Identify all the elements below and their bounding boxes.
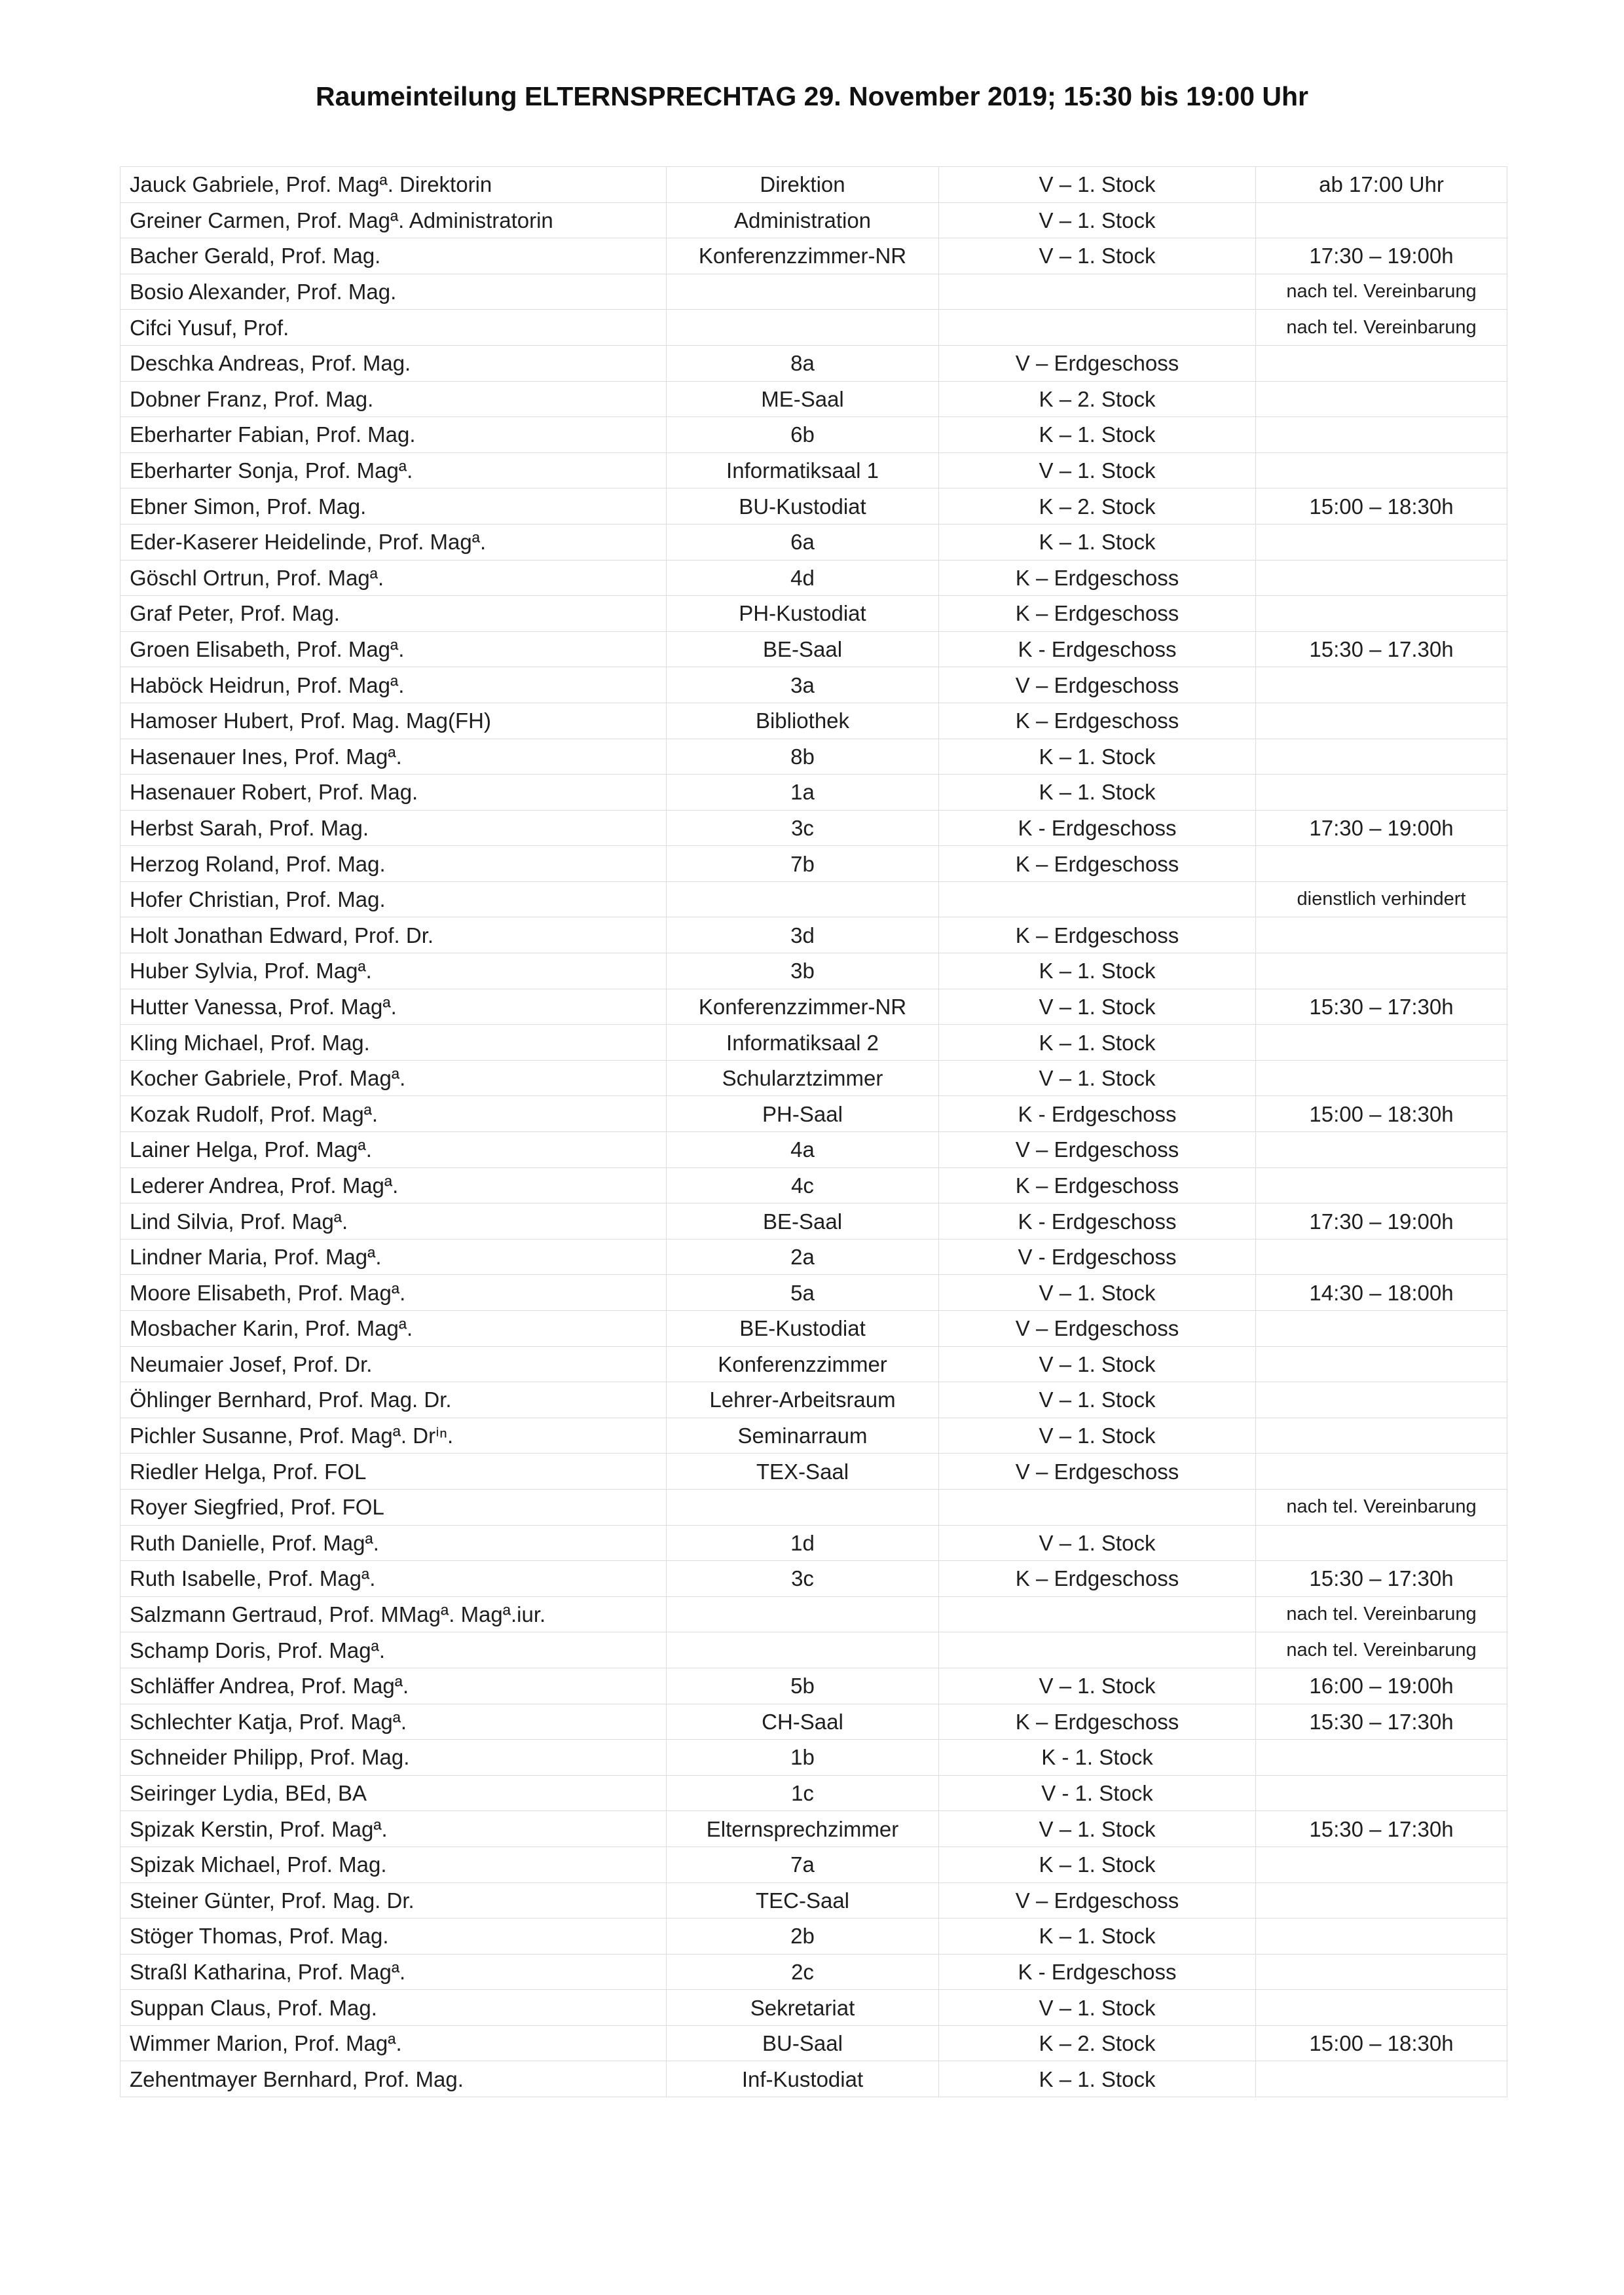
teacher-name-cell: Hasenauer Ines, Prof. Magª. xyxy=(120,739,667,775)
table-row xyxy=(120,417,1507,453)
teacher-name-cell: Cifci Yusuf, Prof. xyxy=(120,310,667,346)
teacher-name-cell: Pichler Susanne, Prof. Magª. Drⁱⁿ. xyxy=(120,1418,667,1454)
teacher-name-cell: Bosio Alexander, Prof. Mag. xyxy=(120,274,667,310)
floor-cell: K - 1. Stock xyxy=(939,1740,1256,1776)
time-cell xyxy=(1256,452,1507,488)
floor-cell: K – 2. Stock xyxy=(939,2025,1256,2061)
time-cell: 15:30 – 17:30h xyxy=(1256,1811,1507,1847)
teacher-name-cell: Mosbacher Karin, Prof. Magª. xyxy=(120,1311,667,1347)
teacher-name-cell: Kozak Rudolf, Prof. Magª. xyxy=(120,1096,667,1132)
floor-cell: K – 2. Stock xyxy=(939,381,1256,417)
room-cell: 3c xyxy=(667,1561,939,1597)
floor-cell xyxy=(939,881,1256,917)
room-cell: Lehrer-Arbeitsraum xyxy=(667,1382,939,1418)
floor-cell: V – Erdgeschoss xyxy=(939,667,1256,703)
floor-cell: V – 1. Stock xyxy=(939,1990,1256,2026)
time-cell xyxy=(1256,1740,1507,1776)
time-cell xyxy=(1256,2061,1507,2097)
time-cell xyxy=(1256,1954,1507,1990)
table-row xyxy=(120,667,1507,703)
room-cell xyxy=(667,881,939,917)
room-cell: 4a xyxy=(667,1132,939,1168)
table-row xyxy=(120,1775,1507,1811)
room-cell: Administration xyxy=(667,202,939,238)
time-cell xyxy=(1256,953,1507,989)
time-cell: 15:30 – 17:30h xyxy=(1256,1704,1507,1740)
time-cell: 17:30 – 19:00h xyxy=(1256,238,1507,274)
table-row xyxy=(120,953,1507,989)
time-cell xyxy=(1256,596,1507,632)
teacher-name-cell: Salzmann Gertraud, Prof. MMagª. Magª.iur. xyxy=(120,1596,667,1632)
teacher-name-cell: Straßl Katharina, Prof. Magª. xyxy=(120,1954,667,1990)
floor-cell: V – Erdgeschoss xyxy=(939,345,1256,381)
teacher-name-cell: Göschl Ortrun, Prof. Magª. xyxy=(120,560,667,596)
time-cell xyxy=(1256,1919,1507,1955)
floor-cell: K – Erdgeschoss xyxy=(939,917,1256,953)
floor-cell: V – 1. Stock xyxy=(939,238,1256,274)
floor-cell: V – 1. Stock xyxy=(939,1060,1256,1096)
floor-cell: V - Erdgeschoss xyxy=(939,1239,1256,1275)
floor-cell: V – Erdgeschoss xyxy=(939,1454,1256,1490)
teacher-name-cell: Neumaier Josef, Prof. Dr. xyxy=(120,1346,667,1382)
time-cell xyxy=(1256,524,1507,560)
room-cell: 3b xyxy=(667,953,939,989)
room-cell: 4c xyxy=(667,1167,939,1203)
room-cell: Konferenzzimmer-NR xyxy=(667,238,939,274)
time-cell xyxy=(1256,202,1507,238)
room-cell: 1c xyxy=(667,1775,939,1811)
floor-cell: K – 1. Stock xyxy=(939,524,1256,560)
table-row xyxy=(120,1203,1507,1239)
table-row xyxy=(120,881,1507,917)
room-cell: 5b xyxy=(667,1668,939,1704)
floor-cell: K – 1. Stock xyxy=(939,1025,1256,1061)
teacher-name-cell: Öhlinger Bernhard, Prof. Mag. Dr. xyxy=(120,1382,667,1418)
teacher-name-cell: Ruth Isabelle, Prof. Magª. xyxy=(120,1561,667,1597)
table-row xyxy=(120,452,1507,488)
time-cell: 15:30 – 17.30h xyxy=(1256,631,1507,667)
room-cell: Bibliothek xyxy=(667,703,939,739)
table-row xyxy=(120,989,1507,1025)
room-cell: 2c xyxy=(667,1954,939,1990)
teacher-name-cell: Royer Siegfried, Prof. FOL xyxy=(120,1489,667,1525)
room-cell xyxy=(667,1632,939,1668)
teacher-name-cell: Hutter Vanessa, Prof. Magª. xyxy=(120,989,667,1025)
floor-cell: V – 1. Stock xyxy=(939,989,1256,1025)
teacher-name-cell: Riedler Helga, Prof. FOL xyxy=(120,1454,667,1490)
table-row xyxy=(120,846,1507,882)
time-cell xyxy=(1256,1239,1507,1275)
floor-cell: K – Erdgeschoss xyxy=(939,596,1256,632)
room-cell: 1d xyxy=(667,1525,939,1561)
time-cell xyxy=(1256,739,1507,775)
floor-cell: V – 1. Stock xyxy=(939,1382,1256,1418)
floor-cell: K – Erdgeschoss xyxy=(939,1561,1256,1597)
teacher-name-cell: Kling Michael, Prof. Mag. xyxy=(120,1025,667,1061)
room-cell: 2a xyxy=(667,1239,939,1275)
floor-cell: V - 1. Stock xyxy=(939,1775,1256,1811)
floor-cell: V – Erdgeschoss xyxy=(939,1882,1256,1919)
time-cell: nach tel. Vereinbarung xyxy=(1256,1632,1507,1668)
room-cell xyxy=(667,1596,939,1632)
teacher-name-cell: Hofer Christian, Prof. Mag. xyxy=(120,881,667,917)
floor-cell xyxy=(939,310,1256,346)
table-row xyxy=(120,775,1507,811)
teacher-name-cell: Ebner Simon, Prof. Mag. xyxy=(120,488,667,524)
floor-cell: V – 1. Stock xyxy=(939,1525,1256,1561)
time-cell: 17:30 – 19:00h xyxy=(1256,1203,1507,1239)
table-row xyxy=(120,810,1507,846)
room-cell: 7b xyxy=(667,846,939,882)
time-cell xyxy=(1256,1382,1507,1418)
time-cell xyxy=(1256,1346,1507,1382)
table-row xyxy=(120,2025,1507,2061)
table-row xyxy=(120,202,1507,238)
floor-cell: K – 1. Stock xyxy=(939,1846,1256,1882)
teacher-name-cell: Schlechter Katja, Prof. Magª. xyxy=(120,1704,667,1740)
room-cell: Elternsprechzimmer xyxy=(667,1811,939,1847)
floor-cell: K - Erdgeschoss xyxy=(939,631,1256,667)
floor-cell: K – Erdgeschoss xyxy=(939,560,1256,596)
teacher-name-cell: Eberharter Sonja, Prof. Magª. xyxy=(120,452,667,488)
teacher-name-cell: Steiner Günter, Prof. Mag. Dr. xyxy=(120,1882,667,1919)
time-cell xyxy=(1256,1990,1507,2026)
time-cell xyxy=(1256,1418,1507,1454)
floor-cell xyxy=(939,1489,1256,1525)
teacher-name-cell: Herzog Roland, Prof. Mag. xyxy=(120,846,667,882)
time-cell: 17:30 – 19:00h xyxy=(1256,810,1507,846)
table-row xyxy=(120,1596,1507,1632)
time-cell xyxy=(1256,417,1507,453)
table-row xyxy=(120,1632,1507,1668)
floor-cell: K – 1. Stock xyxy=(939,417,1256,453)
table-row xyxy=(120,1954,1507,1990)
table-row xyxy=(120,1525,1507,1561)
room-cell xyxy=(667,274,939,310)
table-row xyxy=(120,274,1507,310)
table-row xyxy=(120,1668,1507,1704)
room-cell: 5a xyxy=(667,1275,939,1311)
teacher-name-cell: Groen Elisabeth, Prof. Magª. xyxy=(120,631,667,667)
table-row xyxy=(120,381,1507,417)
floor-cell: K – 1. Stock xyxy=(939,953,1256,989)
time-cell: 15:00 – 18:30h xyxy=(1256,488,1507,524)
room-cell: 8a xyxy=(667,345,939,381)
table-row xyxy=(120,1418,1507,1454)
floor-cell: K – 1. Stock xyxy=(939,1919,1256,1955)
room-cell: BE-Kustodiat xyxy=(667,1311,939,1347)
room-cell: 1a xyxy=(667,775,939,811)
floor-cell xyxy=(939,1632,1256,1668)
time-cell xyxy=(1256,1311,1507,1347)
table-row xyxy=(120,524,1507,560)
teacher-name-cell: Eder-Kaserer Heidelinde, Prof. Magª. xyxy=(120,524,667,560)
room-cell: Direktion xyxy=(667,167,939,203)
room-cell: PH-Saal xyxy=(667,1096,939,1132)
floor-cell: K - Erdgeschoss xyxy=(939,1203,1256,1239)
time-cell xyxy=(1256,775,1507,811)
floor-cell: K – Erdgeschoss xyxy=(939,703,1256,739)
teacher-name-cell: Dobner Franz, Prof. Mag. xyxy=(120,381,667,417)
time-cell: 15:30 – 17:30h xyxy=(1256,1561,1507,1597)
teacher-name-cell: Holt Jonathan Edward, Prof. Dr. xyxy=(120,917,667,953)
room-cell: Schularztzimmer xyxy=(667,1060,939,1096)
table-row xyxy=(120,1990,1507,2026)
floor-cell: V – 1. Stock xyxy=(939,1346,1256,1382)
time-cell: nach tel. Vereinbarung xyxy=(1256,274,1507,310)
time-cell xyxy=(1256,1882,1507,1919)
table-row xyxy=(120,703,1507,739)
room-cell: Informatiksaal 2 xyxy=(667,1025,939,1061)
room-cell: TEX-Saal xyxy=(667,1454,939,1490)
floor-cell: K – Erdgeschoss xyxy=(939,1167,1256,1203)
room-cell: Inf-Kustodiat xyxy=(667,2061,939,2097)
floor-cell: V – 1. Stock xyxy=(939,452,1256,488)
room-cell: ME-Saal xyxy=(667,381,939,417)
teacher-name-cell: Lederer Andrea, Prof. Magª. xyxy=(120,1167,667,1203)
table-row xyxy=(120,1311,1507,1347)
floor-cell: V – 1. Stock xyxy=(939,1275,1256,1311)
floor-cell: K – Erdgeschoss xyxy=(939,846,1256,882)
teacher-name-cell: Lind Silvia, Prof. Magª. xyxy=(120,1203,667,1239)
room-cell: 4d xyxy=(667,560,939,596)
room-cell: 1b xyxy=(667,1740,939,1776)
time-cell xyxy=(1256,1846,1507,1882)
floor-cell: K – 1. Stock xyxy=(939,739,1256,775)
teacher-name-cell: Haböck Heidrun, Prof. Magª. xyxy=(120,667,667,703)
table-row xyxy=(120,1704,1507,1740)
room-cell: BU-Saal xyxy=(667,2025,939,2061)
time-cell xyxy=(1256,917,1507,953)
table-row xyxy=(120,1489,1507,1525)
floor-cell: V – 1. Stock xyxy=(939,167,1256,203)
time-cell xyxy=(1256,846,1507,882)
table-row xyxy=(120,238,1507,274)
room-cell: PH-Kustodiat xyxy=(667,596,939,632)
room-cell: Konferenzzimmer-NR xyxy=(667,989,939,1025)
table-row xyxy=(120,1846,1507,1882)
table-row xyxy=(120,739,1507,775)
teacher-name-cell: Lainer Helga, Prof. Magª. xyxy=(120,1132,667,1168)
floor-cell: K – 1. Stock xyxy=(939,775,1256,811)
table-row xyxy=(120,596,1507,632)
time-cell: dienstlich verhindert xyxy=(1256,881,1507,917)
table-row xyxy=(120,1740,1507,1776)
teacher-name-cell: Graf Peter, Prof. Mag. xyxy=(120,596,667,632)
floor-cell: K - Erdgeschoss xyxy=(939,1096,1256,1132)
floor-cell: V – 1. Stock xyxy=(939,1668,1256,1704)
teacher-name-cell: Lindner Maria, Prof. Magª. xyxy=(120,1239,667,1275)
room-cell: BE-Saal xyxy=(667,1203,939,1239)
time-cell xyxy=(1256,381,1507,417)
time-cell: ab 17:00 Uhr xyxy=(1256,167,1507,203)
teacher-name-cell: Stöger Thomas, Prof. Mag. xyxy=(120,1919,667,1955)
room-cell: Informatiksaal 1 xyxy=(667,452,939,488)
teacher-name-cell: Suppan Claus, Prof. Mag. xyxy=(120,1990,667,2026)
time-cell: nach tel. Vereinbarung xyxy=(1256,310,1507,346)
teacher-name-cell: Moore Elisabeth, Prof. Magª. xyxy=(120,1275,667,1311)
room-cell: BE-Saal xyxy=(667,631,939,667)
floor-cell: V – 1. Stock xyxy=(939,1811,1256,1847)
table-row xyxy=(120,488,1507,524)
table-row xyxy=(120,167,1507,203)
teacher-name-cell: Herbst Sarah, Prof. Mag. xyxy=(120,810,667,846)
teacher-name-cell: Deschka Andreas, Prof. Mag. xyxy=(120,345,667,381)
teacher-name-cell: Hasenauer Robert, Prof. Mag. xyxy=(120,775,667,811)
time-cell: 15:30 – 17:30h xyxy=(1256,989,1507,1025)
teacher-name-cell: Huber Sylvia, Prof. Magª. xyxy=(120,953,667,989)
room-cell: Seminarraum xyxy=(667,1418,939,1454)
teacher-name-cell: Eberharter Fabian, Prof. Mag. xyxy=(120,417,667,453)
teacher-name-cell: Ruth Danielle, Prof. Magª. xyxy=(120,1525,667,1561)
floor-cell: V – Erdgeschoss xyxy=(939,1132,1256,1168)
floor-cell xyxy=(939,1596,1256,1632)
table-row xyxy=(120,1382,1507,1418)
floor-cell: K – Erdgeschoss xyxy=(939,1704,1256,1740)
time-cell xyxy=(1256,1525,1507,1561)
room-cell xyxy=(667,310,939,346)
room-cell: 2b xyxy=(667,1919,939,1955)
room-cell: 6b xyxy=(667,417,939,453)
time-cell xyxy=(1256,703,1507,739)
time-cell: nach tel. Vereinbarung xyxy=(1256,1596,1507,1632)
teacher-name-cell: Hamoser Hubert, Prof. Mag. Mag(FH) xyxy=(120,703,667,739)
teacher-name-cell: Schneider Philipp, Prof. Mag. xyxy=(120,1740,667,1776)
table-row xyxy=(120,1167,1507,1203)
room-cell: 8b xyxy=(667,739,939,775)
table-row xyxy=(120,1239,1507,1275)
table-row xyxy=(120,1561,1507,1597)
time-cell xyxy=(1256,1132,1507,1168)
table-row xyxy=(120,917,1507,953)
teacher-name-cell: Seiringer Lydia, BEd, BA xyxy=(120,1775,667,1811)
time-cell xyxy=(1256,1060,1507,1096)
time-cell xyxy=(1256,1167,1507,1203)
time-cell xyxy=(1256,667,1507,703)
floor-cell: K - Erdgeschoss xyxy=(939,1954,1256,1990)
table-row xyxy=(120,1025,1507,1061)
room-cell xyxy=(667,1489,939,1525)
room-cell: 3d xyxy=(667,917,939,953)
room-cell: CH-Saal xyxy=(667,1704,939,1740)
table-row xyxy=(120,1132,1507,1168)
teacher-name-cell: Spizak Michael, Prof. Mag. xyxy=(120,1846,667,1882)
time-cell: 15:00 – 18:30h xyxy=(1256,2025,1507,2061)
time-cell: 15:00 – 18:30h xyxy=(1256,1096,1507,1132)
teacher-name-cell: Wimmer Marion, Prof. Magª. xyxy=(120,2025,667,2061)
floor-cell xyxy=(939,274,1256,310)
table-row xyxy=(120,1454,1507,1490)
document-title: Raumeinteilung ELTERNSPRECHTAG 29. November 2019; 15:30 bis 19:00 Uhr xyxy=(316,81,1308,111)
table-row xyxy=(120,1275,1507,1311)
table-row xyxy=(120,1096,1507,1132)
room-cell: 3a xyxy=(667,667,939,703)
teacher-name-cell: Zehentmayer Bernhard, Prof. Mag. xyxy=(120,2061,667,2097)
floor-cell: K – 1. Stock xyxy=(939,2061,1256,2097)
time-cell xyxy=(1256,1454,1507,1490)
table-row xyxy=(120,1346,1507,1382)
teacher-name-cell: Spizak Kerstin, Prof. Magª. xyxy=(120,1811,667,1847)
floor-cell: V – 1. Stock xyxy=(939,1418,1256,1454)
room-cell: 3c xyxy=(667,810,939,846)
time-cell xyxy=(1256,1025,1507,1061)
floor-cell: V – Erdgeschoss xyxy=(939,1311,1256,1347)
time-cell xyxy=(1256,1775,1507,1811)
room-cell: 7a xyxy=(667,1846,939,1882)
table-row xyxy=(120,1882,1507,1919)
teacher-name-cell: Bacher Gerald, Prof. Mag. xyxy=(120,238,667,274)
time-cell: 16:00 – 19:00h xyxy=(1256,1668,1507,1704)
teacher-name-cell: Schamp Doris, Prof. Magª. xyxy=(120,1632,667,1668)
time-cell: 14:30 – 18:00h xyxy=(1256,1275,1507,1311)
table-row xyxy=(120,1060,1507,1096)
teacher-name-cell: Schläffer Andrea, Prof. Magª. xyxy=(120,1668,667,1704)
table-body xyxy=(120,167,1507,2097)
room-assignment-table xyxy=(120,166,1507,2097)
teacher-name-cell: Greiner Carmen, Prof. Magª. Administratorin xyxy=(120,202,667,238)
room-cell: 6a xyxy=(667,524,939,560)
table-row xyxy=(120,1919,1507,1955)
floor-cell: K – 2. Stock xyxy=(939,488,1256,524)
time-cell xyxy=(1256,560,1507,596)
table-row xyxy=(120,345,1507,381)
teacher-name-cell: Kocher Gabriele, Prof. Magª. xyxy=(120,1060,667,1096)
table-row xyxy=(120,2061,1507,2097)
floor-cell: V – 1. Stock xyxy=(939,202,1256,238)
teacher-name-cell: Jauck Gabriele, Prof. Magª. Direktorin xyxy=(120,167,667,203)
table-row xyxy=(120,1811,1507,1847)
table-row xyxy=(120,631,1507,667)
room-cell: Sekretariat xyxy=(667,1990,939,2026)
room-cell: BU-Kustodiat xyxy=(667,488,939,524)
time-cell xyxy=(1256,345,1507,381)
floor-cell: K - Erdgeschoss xyxy=(939,810,1256,846)
room-cell: TEC-Saal xyxy=(667,1882,939,1919)
table-row xyxy=(120,560,1507,596)
time-cell: nach tel. Vereinbarung xyxy=(1256,1489,1507,1525)
table-row xyxy=(120,310,1507,346)
room-cell: Konferenzzimmer xyxy=(667,1346,939,1382)
